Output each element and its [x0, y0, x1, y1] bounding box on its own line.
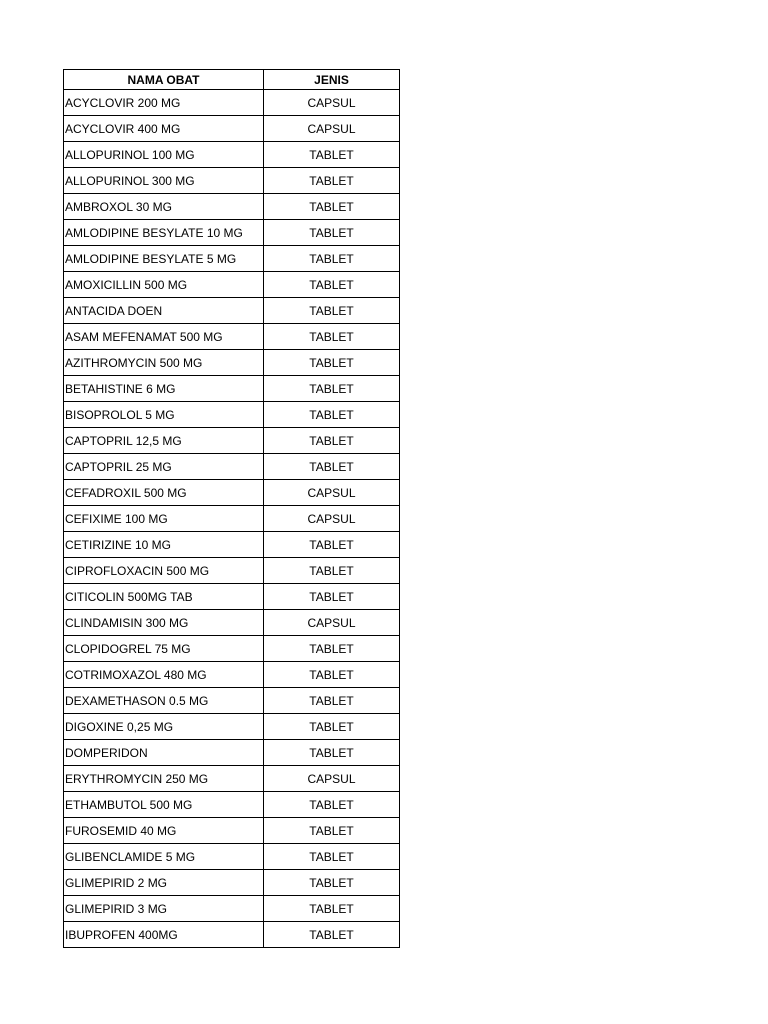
medicine-name-cell: CLINDAMISIN 300 MG [64, 610, 264, 636]
medicine-type-cell: TABLET [264, 922, 400, 948]
medicine-name-cell: ALLOPURINOL 100 MG [64, 142, 264, 168]
table-row [64, 584, 400, 610]
table-row [64, 610, 400, 636]
medicine-name-cell: AMBROXOL 30 MG [64, 194, 264, 220]
medicine-name-cell: AZITHROMYCIN 500 MG [64, 350, 264, 376]
medicine-type-cell: TABLET [264, 220, 400, 246]
table-row [64, 402, 400, 428]
medicine-name-cell: ACYCLOVIR 200 MG [64, 90, 264, 116]
medicine-type-cell: TABLET [264, 584, 400, 610]
medicine-name-cell: BISOPROLOL 5 MG [64, 402, 264, 428]
medicine-name-cell: GLIBENCLAMIDE 5 MG [64, 844, 264, 870]
medicine-name-cell: IBUPROFEN 400MG [64, 922, 264, 948]
medicine-type-cell: TABLET [264, 714, 400, 740]
table-row [64, 818, 400, 844]
header-row [64, 70, 400, 90]
medicine-type-cell: TABLET [264, 142, 400, 168]
table-row [64, 896, 400, 922]
table-row [64, 376, 400, 402]
table-row [64, 194, 400, 220]
table-row [64, 324, 400, 350]
table-body [64, 90, 400, 948]
medicine-type-cell: TABLET [264, 402, 400, 428]
medicine-name-cell: CITICOLIN 500MG TAB [64, 584, 264, 610]
medicine-type-cell: TABLET [264, 896, 400, 922]
medicine-name-cell: CEFIXIME 100 MG [64, 506, 264, 532]
medicine-type-cell: CAPSUL [264, 506, 400, 532]
table-row [64, 870, 400, 896]
table-row [64, 740, 400, 766]
medicine-type-cell: CAPSUL [264, 766, 400, 792]
table-row [64, 506, 400, 532]
medicine-name-cell: AMLODIPINE BESYLATE 10 MG [64, 220, 264, 246]
column-header-name: NAMA OBAT [64, 70, 264, 90]
medicine-name-cell: GLIMEPIRID 3 MG [64, 896, 264, 922]
medicine-type-cell: TABLET [264, 870, 400, 896]
medicine-type-cell: TABLET [264, 194, 400, 220]
table-row [64, 714, 400, 740]
medicine-type-cell: TABLET [264, 532, 400, 558]
table-row [64, 792, 400, 818]
medicine-name-cell: CAPTOPRIL 25 MG [64, 454, 264, 480]
medicine-name-cell: BETAHISTINE 6 MG [64, 376, 264, 402]
medicine-type-cell: TABLET [264, 272, 400, 298]
table-row [64, 480, 400, 506]
table-row [64, 428, 400, 454]
table-row [64, 272, 400, 298]
medicine-name-cell: DIGOXINE 0,25 MG [64, 714, 264, 740]
medicine-name-cell: FUROSEMID 40 MG [64, 818, 264, 844]
medicine-name-cell: AMOXICILLIN 500 MG [64, 272, 264, 298]
table-row [64, 558, 400, 584]
medicine-type-cell: TABLET [264, 324, 400, 350]
medicine-name-cell: CAPTOPRIL 12,5 MG [64, 428, 264, 454]
column-header-type: JENIS [264, 70, 400, 90]
medicine-table [63, 69, 400, 948]
medicine-name-cell: CETIRIZINE 10 MG [64, 532, 264, 558]
table-row [64, 532, 400, 558]
medicine-name-cell: DEXAMETHASON 0.5 MG [64, 688, 264, 714]
table-row [64, 246, 400, 272]
medicine-type-cell: TABLET [264, 454, 400, 480]
medicine-type-cell: TABLET [264, 298, 400, 324]
table-row [64, 220, 400, 246]
medicine-type-cell: TABLET [264, 350, 400, 376]
medicine-name-cell: ERYTHROMYCIN 250 MG [64, 766, 264, 792]
table-row [64, 844, 400, 870]
medicine-name-cell: DOMPERIDON [64, 740, 264, 766]
medicine-type-cell: TABLET [264, 662, 400, 688]
medicine-name-cell: ANTACIDA DOEN [64, 298, 264, 324]
medicine-type-cell: TABLET [264, 246, 400, 272]
table-row [64, 662, 400, 688]
medicine-name-cell: CLOPIDOGREL 75 MG [64, 636, 264, 662]
medicine-name-cell: ETHAMBUTOL 500 MG [64, 792, 264, 818]
table-row [64, 766, 400, 792]
table-row [64, 636, 400, 662]
medicine-type-cell: CAPSUL [264, 480, 400, 506]
medicine-name-cell: ASAM MEFENAMAT 500 MG [64, 324, 264, 350]
medicine-name-cell: ACYCLOVIR 400 MG [64, 116, 264, 142]
medicine-type-cell: TABLET [264, 428, 400, 454]
medicine-type-cell: TABLET [264, 740, 400, 766]
medicine-name-cell: CEFADROXIL 500 MG [64, 480, 264, 506]
medicine-type-cell: CAPSUL [264, 116, 400, 142]
table-row [64, 168, 400, 194]
medicine-type-cell: TABLET [264, 844, 400, 870]
medicine-type-cell: TABLET [264, 688, 400, 714]
table-row [64, 454, 400, 480]
table-row [64, 116, 400, 142]
medicine-name-cell: COTRIMOXAZOL 480 MG [64, 662, 264, 688]
medicine-type-cell: CAPSUL [264, 90, 400, 116]
medicine-name-cell: CIPROFLOXACIN 500 MG [64, 558, 264, 584]
medicine-type-cell: TABLET [264, 376, 400, 402]
table-row [64, 142, 400, 168]
medicine-name-cell: GLIMEPIRID 2 MG [64, 870, 264, 896]
table-row [64, 350, 400, 376]
medicine-type-cell: TABLET [264, 792, 400, 818]
medicine-name-cell: AMLODIPINE BESYLATE 5 MG [64, 246, 264, 272]
table-row [64, 90, 400, 116]
table-row [64, 688, 400, 714]
medicine-name-cell: ALLOPURINOL 300 MG [64, 168, 264, 194]
medicine-type-cell: TABLET [264, 636, 400, 662]
table-row [64, 922, 400, 948]
medicine-type-cell: TABLET [264, 818, 400, 844]
medicine-type-cell: TABLET [264, 558, 400, 584]
medicine-type-cell: CAPSUL [264, 610, 400, 636]
table-row [64, 298, 400, 324]
medicine-type-cell: TABLET [264, 168, 400, 194]
